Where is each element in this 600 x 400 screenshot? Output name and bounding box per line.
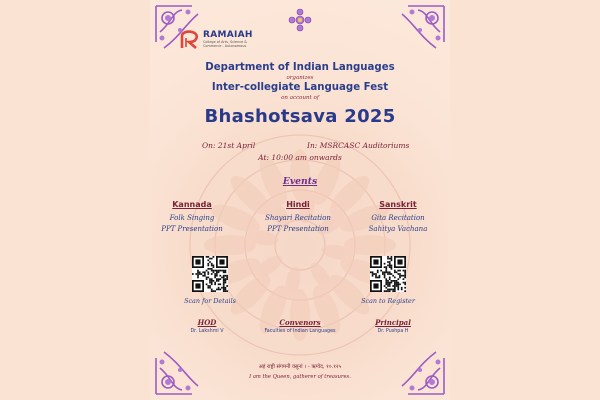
- scan-register-label: Scan to Register: [361, 297, 415, 305]
- verse-translation: I am the Queen, gatherer of treasures.: [249, 374, 351, 380]
- signatory-role: Principal: [375, 318, 411, 327]
- signatory-name: Faculties of Indian Languages: [264, 329, 336, 334]
- signatory-principal: [348, 318, 438, 334]
- sanskrit-verse: अहं राष्ट्री संगमनी वसूनां । - ऋग्वेद, १०.१२५: [258, 364, 342, 370]
- event-venue: In: MSRCASC Auditoriums: [307, 141, 410, 150]
- event-column-kannada: [152, 200, 232, 235]
- on-account-text: on account of: [281, 95, 319, 101]
- logo-name: RAMAIAH: [203, 30, 253, 40]
- event-item: Folk Singing: [169, 214, 215, 222]
- event-title: Bhashotsava 2025: [204, 106, 396, 127]
- scan-details-label: Scan for Details: [184, 297, 236, 305]
- signatory-name: Dr. Lakshmi V: [190, 329, 224, 334]
- event-item: Gita Recitation: [371, 214, 425, 222]
- event-column-hindi: [258, 200, 338, 235]
- qr-code-register[interactable]: [370, 256, 406, 292]
- signatory-role: Convenors: [279, 318, 321, 327]
- signatory-role: HOD: [197, 318, 217, 327]
- event-item: Sahitya Vachana: [368, 225, 428, 233]
- events-heading: Events: [282, 176, 318, 187]
- event-item: PPT Presentation: [161, 225, 223, 233]
- organizes-text: organizes: [286, 75, 314, 81]
- flower-ornament-icon: [288, 8, 312, 32]
- ramaiah-logo-icon: [180, 30, 200, 50]
- signatory-convenors: [255, 318, 345, 334]
- logo-subtitle: College of Arts, Science & Commerce - Autonomous: [203, 40, 247, 48]
- column-language: Hindi: [286, 200, 310, 209]
- college-logo: [180, 30, 253, 50]
- qr-code-details[interactable]: [192, 256, 228, 292]
- event-time: At: 10:00 am onwards: [258, 153, 342, 162]
- event-column-sanskrit: [358, 200, 438, 235]
- department-title: Department of Indian Languages: [205, 62, 395, 73]
- signatory-name: Dr. Pushpa H: [377, 329, 409, 334]
- fest-title: Inter-collegiate Language Fest: [211, 82, 389, 93]
- column-language: Sanskrit: [379, 200, 417, 209]
- signatory-hod: [162, 318, 252, 334]
- event-item: PPT Presentation: [267, 225, 329, 233]
- event-item: Shayari Recitation: [265, 214, 331, 222]
- event-date: On: 21st April: [202, 141, 256, 150]
- column-language: Kannada: [172, 200, 212, 209]
- event-poster: [150, 0, 450, 400]
